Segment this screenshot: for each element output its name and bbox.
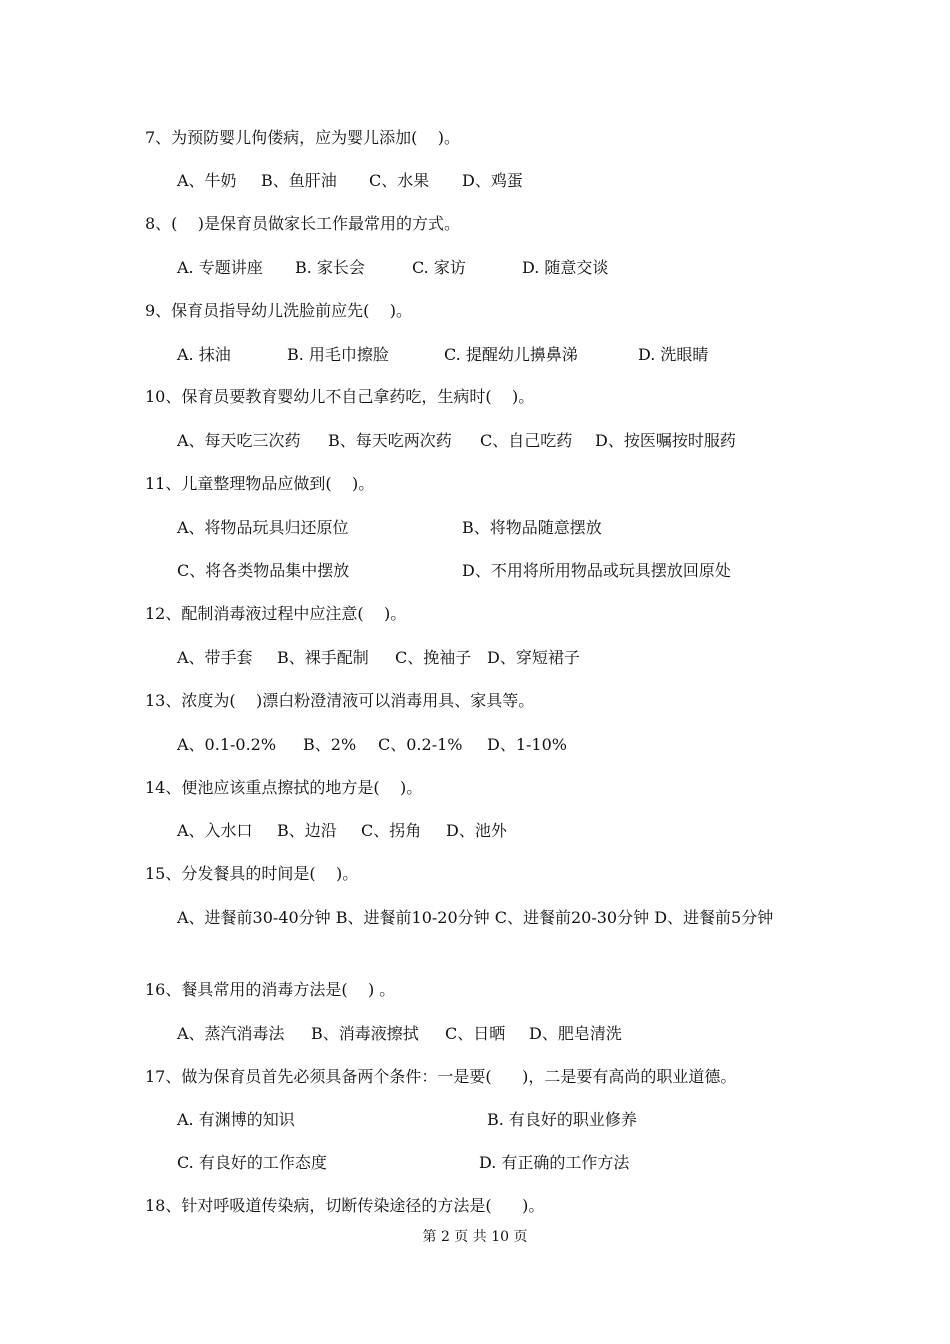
option-a: A、将物品玩具归还原位 [177,518,349,537]
option-d: D、池外 [446,821,507,840]
option-c: C. 有良好的工作态度 [177,1153,327,1172]
option-b: B、将物品随意摆放 [462,518,602,537]
option-d: D、穿短裙子 [487,648,580,667]
option-c: C、将各类物品集中摆放 [177,561,350,580]
option-d: D、鸡蛋 [462,171,523,190]
option-a: A、入水口 [177,821,253,840]
option-a: A、牛奶 [177,171,237,190]
option-c: C、0.2-1% [378,735,463,754]
question-8: 8、( )是保育员做家长工作最常用的方式。 [145,214,461,233]
question-11: 11、儿童整理物品应做到( )。 [145,474,375,493]
option-a: A、每天吃三次药 [177,431,301,450]
option-d: D、按医嘱按时服药 [595,431,736,450]
question-18: 18、针对呼吸道传染病，切断传染途径的方法是( )。 [145,1196,545,1215]
option-c: C、日晒 [445,1024,506,1043]
option-d: D、不用将所用物品或玩具摆放回原处 [462,561,731,580]
option-a: A、带手套 [177,648,253,667]
option-a: A. 有渊博的知识 [177,1110,295,1129]
option-d: D、肥皂清洗 [529,1024,622,1043]
question-12: 12、配制消毒液过程中应注意( )。 [145,604,407,623]
option-a: A、0.1-0.2% [177,735,277,754]
option-d: D. 随意交谈 [522,258,609,277]
option-b: B、消毒液擦拭 [311,1024,419,1043]
option-b: B、每天吃两次药 [328,431,452,450]
question-10: 10、保育员要教育婴幼儿不自己拿药吃，生病时( )。 [145,387,535,406]
option-a: A. 抹油 [177,345,231,364]
question-9: 9、保育员指导幼儿洗脸前应先( )。 [145,301,413,320]
option-b: B、2% [303,735,357,754]
page-number: 第 2 页 共 10 页 [422,1229,528,1245]
question-15: 15、分发餐具的时间是( )。 [145,864,359,883]
option-c: C. 家访 [412,258,466,277]
option-c: C、自己吃药 [480,431,573,450]
option-d: D. 洗眼睛 [638,345,709,364]
option-c: C. 提醒幼儿擤鼻涕 [444,345,578,364]
question-13: 13、浓度为( )漂白粉澄清液可以消毒用具、家具等。 [145,691,535,710]
question-17: 17、做为保育员首先必须具备两个条件：一是要( )，二是要有高尚的职业道德。 [145,1067,737,1086]
option-c: C、拐角 [361,821,422,840]
option-c: C、水果 [369,171,430,190]
option-b: B. 家长会 [295,258,365,277]
option-a: A、蒸汽消毒法 [177,1024,285,1043]
option-d: D. 有正确的工作方法 [479,1153,630,1172]
option-a: A. 专题讲座 [177,258,263,277]
option-c: C、挽袖子 [395,648,472,667]
option-b: B、边沿 [277,821,337,840]
option-b: B、鱼肝油 [261,171,337,190]
options-line: A、进餐前30-40分钟 B、进餐前10-20分钟 C、进餐前20-30分钟 D、进餐前5分钟 [177,908,774,927]
option-d: D、1-10% [487,735,567,754]
question-7: 7、为预防婴儿佝偻病，应为婴儿添加( )。 [145,128,461,147]
option-b: B. 有良好的职业修养 [487,1110,637,1129]
question-14: 14、便池应该重点擦拭的地方是( )。 [145,778,423,797]
option-b: B、裸手配制 [277,648,369,667]
option-b: B. 用毛巾擦脸 [287,345,389,364]
question-16: 16、餐具常用的消毒方法是( ) 。 [145,980,396,999]
